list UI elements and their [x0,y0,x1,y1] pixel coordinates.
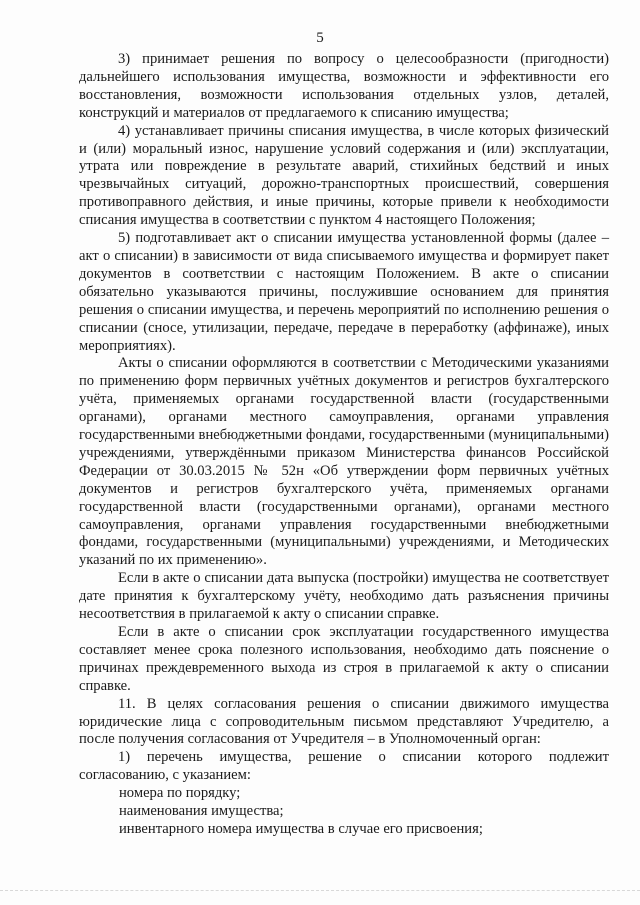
paragraph-section-11: 11. В целях согласования решения о списании движимого имущества юридические лица с сопроводительным письмом представляют Учредителю, а после получения согласования от Учредителя – в Уполномоченный орган: [79,695,609,748]
paragraph-acts: Акты о списании оформляются в соответствии с Методическими указаниями по применению форм первичных учётных документов и регистров бухгалтерского учёта, применяемых органами государственной власти (государственными органами), органами местного самоуправления, органами управления государственными внебюджетными фондами, государственными (муниципальными) учреждениями, утверждёнными приказом Министерства финансов Российской Федерации от 30.03.2015 № 52н «Об утверждении форм первичных учётных документов и регистров бухгалтерского учёта, применяемых органами государственной власти (государственными органами), органами местного самоуправления, органами управления государственными внебюджетными фондами, государственными (муниципальными) учреждениями, и Методических указаний по их применению». [79,355,609,569]
paragraph-item-4: 4) устанавливает причины списания имущества, в числе которых физический и (или) моральный износ, нарушение условий содержания и (или) эксплуатации, утрата или повреждение в результате аварий, стихийных бедствий и иных чрезвычайных ситуаций, дорожно-транспортных происшествий, совершения противоправного действия, и иные причины, которые привели к необходимости списания имущества в соответствии с пунктом 4 настоящего Положения; [79,122,609,229]
page-number: 5 [316,30,324,46]
scan-bottom-edge [0,890,640,905]
paragraph-list-intro: 1) перечень имущества, решение о списании которого подлежит согласованию, с указанием: [79,749,609,784]
list-item: наименования имущества; [119,803,284,820]
list-item: инвентарного номера имущества в случае его присвоения; [119,820,483,837]
paragraph-item-5: 5) подготавливает акт о списании имущества установленной формы (далее – акт о списании) в зависимости от вида списываемого имущества и формирует пакет документов в соответствии с настоящим Положением. В акте о списании обязательно указываются причины, послужившие основанием для принятия решения о списании имущества, и перечень мероприятий по исполнению решения о списании (сносе, утилизации, передаче, передаче в переработку (аффинаже), иных мероприятиях). [79,230,609,354]
list-item: номера по порядку; [119,785,241,802]
paragraph-release-date: Если в акте о списании дата выпуска (постройки) имущества не соответствует дате принятия к бухгалтерскому учёту, необходимо дать разъяснения причины несоответствия в прилагаемой к акту о списании справке. [79,570,609,623]
paragraph-service-life: Если в акте о списании срок эксплуатации государственного имущества составляет менее срока полезного использования, необходимо дать пояснение о причинах преждевременного выхода из строя в прилагаемой к акту о списании справке. [79,624,609,694]
document-text [79,51,609,839]
paragraph-item-3: 3) принимает решения по вопросу о целесообразности (пригодности) дальнейшего использования имущества, возможности и эффективности его восстановления, возможности использования отдельных узлов, деталей, конструкций и материалов от предлагаемого к списанию имущества; [79,51,609,121]
